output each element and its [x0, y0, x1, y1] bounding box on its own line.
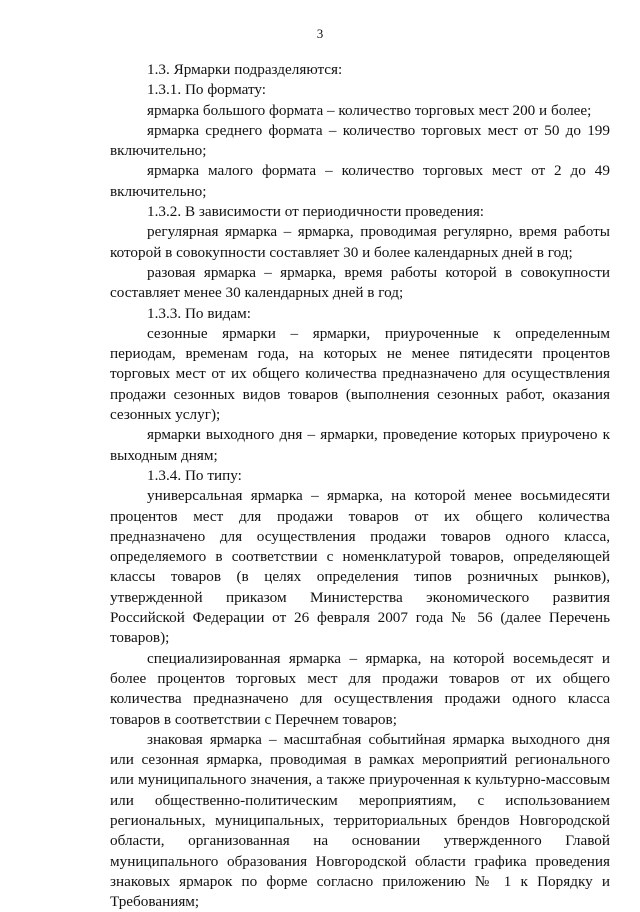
- page-number: 3: [316, 26, 324, 41]
- subsection-heading-type: 1.3.4. По типу:: [147, 466, 242, 484]
- paragraph-one-time-fair: разовая ярмарка – ярмарка, время работы которой в совокупности составляет менее 30 календарных дней в год;: [110, 263, 610, 302]
- subsection-heading-kinds: 1.3.3. По видам:: [147, 304, 251, 322]
- paragraph-medium-format: ярмарка среднего формата – количество торговых мест от 50 до 199 включительно;: [110, 121, 610, 160]
- subsection-heading-periodicity: 1.3.2. В зависимости от периодичности проведения:: [147, 203, 485, 221]
- paragraph-universal-fair: универсальная ярмарка – ярмарка, на которой менее восьмидесяти процентов мест для продажи товаров от их общего количества предназначено для осуществления продажи товаров одного класса, определяемого в соответствии с номенклатурой товаров, определяющей классы товаров (в целях определения типов розничных рынков), утвержденной приказом Министерства экономического развития Российской Федерации от 26 февраля 2007 года № 56 (далее Перечень товаров);: [110, 487, 610, 647]
- section-heading-1-3: 1.3. Ярмарки подразделяются:: [147, 61, 343, 78]
- paragraph-regular-fair: регулярная ярмарка – ярмарка, проводимая регулярно, время работы которой в совокупности составляет 30 и более календарных дней в год;: [110, 223, 610, 261]
- paragraph-small-format: ярмарка малого формата – количество торговых мест от 2 до 49 включительно;: [110, 162, 610, 200]
- document-body: [110, 60, 610, 912]
- paragraph-weekend-fairs: ярмарки выходного дня – ярмарки, проведение которых приурочено к выходным дням;: [110, 426, 610, 464]
- paragraph-seasonal-fairs: сезонные ярмарки – ярмарки, приуроченные к определенным периодам, временам года, на которых не менее пятидесяти процентов торговых мест от их общего количества предназначено для осуществления продажи сезонных видов товаров (выполнения сезонных работ, оказания сезонных услуг);: [110, 324, 610, 424]
- subsection-heading-format: 1.3.1. По формату:: [147, 81, 267, 99]
- paragraph-specialized-fair: специализированная ярмарка – ярмарка, на которой восемьдесят и более процентов торговых мест для продажи товаров от их общего количества предназначено для осуществления продажи одного класса товаров в соответствии с Перечнем товаров;: [110, 649, 610, 728]
- paragraph-signature-fair: знаковая ярмарка – масштабная событийная ярмарка выходного дня или сезонная ярмарка, проводимая в рамках мероприятий регионального или муниципального значения, а также приуроченная к культурно-массовым или общественно-политическим мероприятиям, с использованием региональных, муниципальных, территориальных брендов Новгородской области, организованная на основании утвержденного Главой муниципального образования Новгородской области графика проведения знаковых ярмарок по форме согласно приложению № 1 к Порядку и Требованиям;: [110, 730, 610, 911]
- paragraph-large-format: ярмарка большого формата – количество торговых мест 200 и более;: [147, 101, 592, 119]
